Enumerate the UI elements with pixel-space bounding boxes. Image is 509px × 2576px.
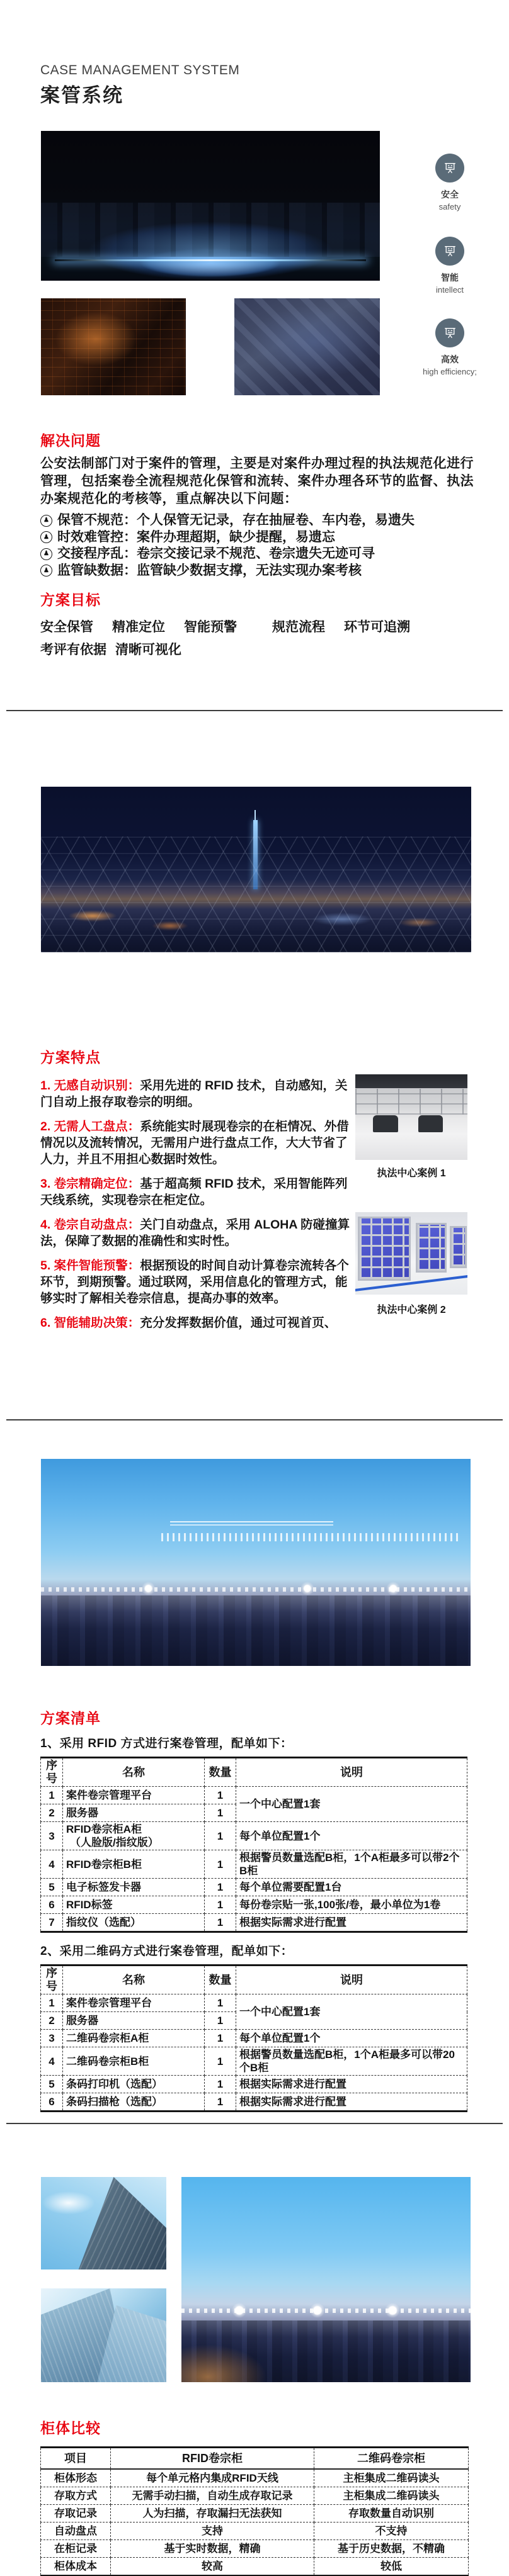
col-header-desc: 说明 [236, 1966, 467, 1994]
rfid-locker-cabinet [416, 1223, 447, 1273]
rfid-locker-cabinet [358, 1217, 411, 1281]
cell-name: 二维码卷宗柜B柜 [63, 2047, 205, 2076]
feature-label: 6. 智能辅助决策： [40, 1316, 140, 1330]
cell-name: 指纹仪（选配） [63, 1914, 205, 1932]
cell-desc: 根据实际需求进行配置 [236, 1914, 467, 1932]
badge-high-efficiency [418, 318, 481, 376]
cell-rfid: 较高 [111, 2558, 314, 2576]
cell-qty: 1 [205, 2012, 236, 2030]
cell-rfid: 无需手动扫描，自动生成存取记录 [111, 2487, 314, 2505]
cell-qrcode: 基于历史数据，不精确 [314, 2540, 469, 2558]
problems-list [40, 512, 486, 579]
cell-name: 条码扫描枪（选配） [63, 2093, 205, 2112]
cell-no: 2 [41, 2012, 63, 2030]
cell-no: 4 [41, 1850, 63, 1879]
feature-item [40, 1176, 357, 1208]
cell-name: RFID卷宗柜B柜 [63, 1850, 205, 1879]
feature-text: 基于超高频 RFID 技术，采用智能阵列天线系统，实现卷宗在柜定位。 [40, 1177, 348, 1207]
col-header-item: 项目 [41, 2448, 111, 2470]
cell-item: 存取记录 [41, 2505, 111, 2523]
presentation-board-icon [435, 237, 464, 266]
list-item [40, 512, 486, 529]
col-header-name: 名称 [63, 1966, 205, 1994]
table-row [41, 1914, 467, 1932]
cell-qty: 1 [205, 1914, 236, 1932]
image-glass-towers [41, 2288, 166, 2382]
cell-no: 7 [41, 1914, 63, 1932]
cell-qty: 1 [205, 1896, 236, 1914]
hud-lines [170, 1521, 333, 1522]
cell-qrcode: 较低 [314, 2558, 469, 2576]
goal-item: 规范流程 [272, 620, 325, 634]
table-header-row [41, 2448, 469, 2470]
col-header-desc: 说明 [236, 1758, 467, 1787]
person-circle-icon [40, 565, 52, 577]
cell-rfid: 基于实时数据，精确 [111, 2540, 314, 2558]
cell-no: 6 [41, 1896, 63, 1914]
table-row [41, 2093, 467, 2112]
item-text: 案件办理超期，缺少提醒，易遗忘 [137, 529, 335, 544]
hexagon-mesh-overlay [41, 836, 471, 952]
badge-safety [418, 154, 481, 211]
cell-name: RFID标签 [63, 1896, 205, 1914]
feature-label: 3. 卷宗精确定位： [40, 1177, 140, 1191]
image-skyscraper-sky [41, 2177, 166, 2269]
table-row [41, 2505, 469, 2523]
table-row [41, 2047, 467, 2076]
cell-qty: 1 [205, 2030, 236, 2047]
cell-no: 3 [41, 1822, 63, 1850]
list-item [40, 546, 486, 563]
goal-item: 精准定位 [112, 620, 165, 634]
cabinet-comparison-table [40, 2446, 469, 2576]
feature-item [40, 1257, 357, 1307]
image-city-dusk-network [181, 2177, 471, 2382]
dotted-data-line [181, 2309, 471, 2313]
cell-qty: 1 [205, 1994, 236, 2012]
cell-name: 二维码卷宗柜A柜 [63, 2030, 205, 2047]
item-label: 监管缺数据： [57, 563, 137, 578]
cell-qrcode: 主柜集成二维码读头 [314, 2469, 469, 2487]
cell-item: 存取方式 [41, 2487, 111, 2505]
cell-name: 案件卷宗管理平台 [63, 1994, 205, 2012]
table-row [41, 1850, 467, 1879]
cell-qty: 1 [205, 1879, 236, 1896]
divider-line [6, 2123, 503, 2124]
table-row [41, 2469, 469, 2487]
locker-wall-grid [355, 1089, 467, 1115]
cell-qty: 1 [205, 2076, 236, 2093]
item-label: 时效难管控： [57, 529, 137, 544]
goal-item: 环节可追溯 [344, 620, 410, 634]
col-header-no: 序号 [41, 1758, 63, 1787]
inventory-subtitle-1: 1、采用 RFID 方式进行案卷管理，配单如下： [40, 1737, 293, 1750]
presentation-board-icon [435, 154, 464, 183]
feature-text: 系统能实时展现卷宗的在柜情况、外借情况以及流转情况，无需用户进行盘点工作，大大节省了人力，并且不用担心数据时效性。 [40, 1120, 349, 1166]
feature-label: 2. 无需人工盘点： [40, 1120, 140, 1133]
page-title: 案管系统 [40, 84, 123, 106]
feature-label: 4. 卷宗自动盘点： [40, 1218, 140, 1232]
goal-item: 清晰可视化 [115, 643, 181, 657]
feature-text: 根据预设的时间自动计算卷宗流转各个环节，到期预警。通过联网，采用信息化的管理方式，能够实时了解相关卷宗信息，提高办事的效率。 [40, 1259, 349, 1305]
cell-name: 电子标签发卡器 [63, 1879, 205, 1896]
col-header-rfid: RFID卷宗柜 [111, 2448, 314, 2470]
cell-desc: 一个中心配置1套 [236, 1787, 467, 1822]
badge-label-zh: 智能 [441, 273, 459, 283]
cell-qrcode: 不支持 [314, 2523, 469, 2540]
item-text: 卷宗交接记录不规范、卷宗遗失无迹可寻 [137, 546, 375, 561]
goal-item: 智能预警 [184, 620, 237, 634]
image-robot-circuit [41, 298, 186, 395]
cell-rfid: 人为扫描，存取漏扫无法获知 [111, 2505, 314, 2523]
feature-text: 关门自动盘点，采用 ALOHA 防碰撞算法，保障了数据的准确性和实时性。 [40, 1218, 350, 1248]
cell-qrcode: 存取数量自动识别 [314, 2505, 469, 2523]
cell-no: 1 [41, 1787, 63, 1804]
cell-desc: 根据实际需求进行配置 [236, 2093, 467, 2112]
qrcode-inventory-table [40, 1964, 467, 2112]
problems-intro: 公安法制部门对于案件的管理，主要是对案件办理过程的执法规范化进行管理，包括案卷全流程规范化保管和流转、案件办理各环节的监督、执法办案规范化的考核等，重点解决以下问题： [40, 456, 474, 506]
feature-label: 5. 案件智能预警： [40, 1259, 140, 1273]
cell-item: 自动盘点 [41, 2523, 111, 2540]
list-item [40, 529, 486, 546]
cell-name: 案件卷宗管理平台 [63, 1787, 205, 1804]
cell-no: 6 [41, 2093, 63, 2112]
warm-city-lights [181, 2329, 312, 2382]
cell-rfid: 支持 [111, 2523, 314, 2540]
case-caption-1: 执法中心案例 1 [377, 1168, 446, 1179]
badge-intellect [418, 237, 481, 295]
table-row [41, 1896, 467, 1914]
cell-no: 2 [41, 1804, 63, 1822]
cell-qty: 1 [205, 1804, 236, 1822]
image-city-network-hexagons [41, 787, 471, 952]
cell-no: 5 [41, 2076, 63, 2093]
table-row [41, 1879, 467, 1896]
divider-line [6, 1419, 503, 1420]
hero-image-night-city [41, 131, 380, 281]
divider-line [6, 710, 503, 711]
image-enforcement-center-2 [355, 1212, 467, 1295]
goal-item: 考评有依据 [40, 643, 106, 657]
cell-name [63, 1822, 205, 1850]
item-text: 监管缺少数据支撑，无法实现办案考核 [137, 563, 362, 578]
table-row [41, 1994, 467, 2012]
feature-label: 1. 无感自动识别： [40, 1079, 140, 1093]
cell-qrcode: 主柜集成二维码读头 [314, 2487, 469, 2505]
feature-text: 采用先进的 RFID 技术，自动感知，关门自动上报存取卷宗的明细。 [40, 1079, 348, 1109]
cell-desc: 根据警员数量选配B柜，1个A柜最多可以带2个B柜 [236, 1850, 467, 1879]
table-row [41, 2523, 469, 2540]
badge-label-en: high efficiency; [423, 367, 477, 376]
feature-text: 充分发挥数据价值，通过可视首页、 [140, 1316, 337, 1330]
goals-row-1 [40, 617, 486, 636]
cell-qty: 1 [205, 1787, 236, 1804]
cell-desc: 根据警员数量选配B柜，1个A柜最多可以带20个B柜 [236, 2047, 467, 2076]
badge-label-en: safety [438, 202, 461, 211]
cell-no: 4 [41, 2047, 63, 2076]
badge-label-en: intellect [435, 285, 464, 295]
features-heading: 方案特点 [40, 1049, 101, 1066]
col-header-qty: 数量 [205, 1758, 236, 1787]
goals-heading: 方案目标 [40, 592, 101, 608]
cell-qty: 1 [205, 2093, 236, 2112]
office-chair [418, 1115, 443, 1132]
cell-name-line1: RFID卷宗柜A柜 [66, 1823, 142, 1835]
goals-row-2 [40, 639, 486, 658]
cell-desc: 每个单位需要配置1台 [236, 1879, 467, 1896]
feature-item [40, 1118, 357, 1167]
image-enforcement-center-1 [355, 1074, 467, 1160]
cell-item: 在柜记录 [41, 2540, 111, 2558]
badge-label-zh: 高效 [441, 354, 459, 364]
table-row [41, 2558, 469, 2576]
table-row [41, 2076, 467, 2093]
cell-qty: 1 [205, 1822, 236, 1850]
cell-desc: 根据实际需求进行配置 [236, 2076, 467, 2093]
person-circle-icon [40, 515, 52, 527]
table-row [41, 1822, 467, 1850]
item-label: 交接程序乱： [57, 546, 137, 561]
item-text: 个人保管无记录，存在抽屉卷、车内卷，易遗失 [137, 513, 415, 527]
hud-tick-band [161, 1533, 462, 1541]
cell-qty: 1 [205, 2047, 236, 2076]
case-caption-2: 执法中心案例 2 [377, 1305, 446, 1315]
table-row [41, 2487, 469, 2505]
cell-rfid: 每个单元格内集成RFID天线 [111, 2469, 314, 2487]
section-comparison [40, 2417, 476, 2576]
table-row [41, 2030, 467, 2047]
problems-heading: 解决问题 [40, 432, 101, 449]
office-chair [373, 1115, 397, 1132]
cell-no: 3 [41, 2030, 63, 2047]
cell-name-line2: （人脸版/指纹版） [70, 1836, 159, 1848]
cell-item: 柜体成本 [41, 2558, 111, 2576]
feature-item [40, 1315, 357, 1331]
item-label: 保管不规范： [57, 513, 137, 527]
rfid-inventory-table [40, 1757, 467, 1933]
col-header-qty: 数量 [205, 1966, 236, 1994]
table-row [41, 2540, 469, 2558]
cell-no: 1 [41, 1994, 63, 2012]
section-goals [40, 588, 486, 658]
section-inventory [40, 1707, 476, 2112]
skyscraper-silhouette [41, 2177, 166, 2269]
table-header-row [41, 1966, 467, 1994]
image-aerial-campus [234, 298, 380, 395]
rfid-locker-cabinet [450, 1226, 467, 1268]
image-shanghai-skyline-data [41, 1459, 471, 1666]
cell-item: 柜体形态 [41, 2469, 111, 2487]
comparison-heading: 柜体比较 [40, 2420, 101, 2436]
inventory-subtitle-2: 2、采用二维码方式进行案卷管理，配单如下： [40, 1945, 294, 1958]
hero-light-streak [55, 259, 367, 261]
col-header-no: 序号 [41, 1966, 63, 1994]
cell-name: 服务器 [63, 2012, 205, 2030]
section-features [40, 1046, 357, 1339]
inventory-heading: 方案清单 [40, 1710, 101, 1726]
table-header-row [41, 1758, 467, 1787]
col-header-name: 名称 [63, 1758, 205, 1787]
cell-name: 服务器 [63, 1804, 205, 1822]
cell-desc: 一个中心配置1套 [236, 1994, 467, 2030]
page-title-en: CASE MANAGEMENT SYSTEM [40, 63, 240, 77]
table-row [41, 1787, 467, 1804]
col-header-qrcode: 二维码卷宗柜 [314, 2448, 469, 2470]
feature-item [40, 1077, 357, 1110]
dotted-data-line [41, 1587, 471, 1592]
cell-no: 5 [41, 1879, 63, 1896]
cell-desc: 每份卷宗贴一张,100张/卷，最小单位为1卷 [236, 1896, 467, 1914]
feature-item [40, 1217, 357, 1249]
section-problems [40, 429, 486, 579]
goal-item: 安全保管 [40, 620, 93, 634]
cell-name: 条码打印机（选配） [63, 2076, 205, 2093]
badge-label-zh: 安全 [441, 189, 459, 200]
presentation-board-icon [435, 318, 464, 347]
city-skyline-silhouette [41, 1595, 471, 1666]
person-circle-icon [40, 531, 52, 543]
list-item [40, 563, 486, 580]
cell-qty: 1 [205, 1850, 236, 1879]
cell-desc: 每个单位配置1个 [236, 1822, 467, 1850]
hero-buildings-silhouette [41, 203, 380, 257]
person-circle-icon [40, 548, 52, 560]
cell-desc: 每个单位配置1个 [236, 2030, 467, 2047]
